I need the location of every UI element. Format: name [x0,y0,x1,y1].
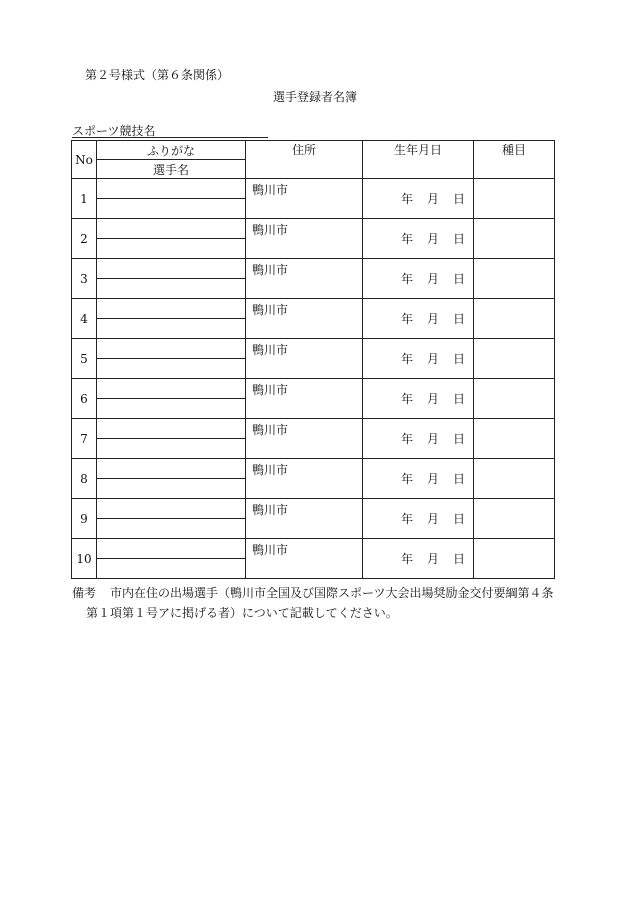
dob-day-unit: 日 [452,392,465,406]
header-dob: 生年月日 [363,141,474,179]
address-cell[interactable] [246,459,363,499]
dob-day-unit: 日 [452,512,465,526]
dob-year-unit: 年 [400,272,413,286]
address-prefix: 鴨川市 [252,183,289,197]
table-row [72,379,555,399]
event-cell[interactable] [474,219,555,259]
row-number: 3 [72,259,97,299]
dob-day-unit: 日 [452,552,465,566]
dob-month-unit: 月 [426,272,439,286]
dob-month-unit: 月 [426,392,439,406]
remarks [72,583,572,623]
event-cell[interactable] [474,419,555,459]
dob-year-unit: 年 [400,392,413,406]
dob-cell[interactable] [363,299,474,339]
dob-cell[interactable] [363,259,474,299]
address-prefix: 鴨川市 [252,503,289,517]
address-prefix: 鴨川市 [252,463,289,477]
remarks-label: 備考 [72,586,97,600]
address-prefix: 鴨川市 [252,543,289,557]
address-cell[interactable] [246,379,363,419]
table-row [72,299,555,319]
dob-month-unit: 月 [426,432,439,446]
row-number: 5 [72,339,97,379]
dob-month-unit: 月 [426,472,439,486]
event-cell[interactable] [474,379,555,419]
event-cell[interactable] [474,459,555,499]
table-row [72,539,555,559]
header-furigana: ふりがな [97,141,246,160]
address-cell[interactable] [246,179,363,219]
dob-cell[interactable] [363,179,474,219]
dob-month-unit: 月 [426,232,439,246]
player-name-cell[interactable] [97,439,246,459]
sport-name-field[interactable] [72,137,268,138]
dob-cell[interactable] [363,419,474,459]
player-name-cell[interactable] [97,279,246,299]
dob-month-unit: 月 [426,352,439,366]
furigana-cell[interactable] [97,219,246,239]
table-row [72,179,555,199]
dob-month-unit: 月 [426,192,439,206]
row-number: 2 [72,219,97,259]
dob-day-unit: 日 [452,232,465,246]
dob-cell[interactable] [363,539,474,579]
address-prefix: 鴨川市 [252,383,289,397]
row-number: 4 [72,299,97,339]
address-cell[interactable] [246,539,363,579]
dob-month-unit: 月 [426,512,439,526]
row-number: 7 [72,419,97,459]
dob-cell[interactable] [363,459,474,499]
event-cell[interactable] [474,179,555,219]
dob-cell[interactable] [363,219,474,259]
dob-year-unit: 年 [400,232,413,246]
player-name-cell[interactable] [97,559,246,579]
dob-year-unit: 年 [400,552,413,566]
address-prefix: 鴨川市 [252,423,289,437]
dob-day-unit: 日 [452,272,465,286]
row-number: 8 [72,459,97,499]
dob-day-unit: 日 [452,352,465,366]
address-prefix: 鴨川市 [252,223,289,237]
row-number: 6 [72,379,97,419]
event-cell[interactable] [474,259,555,299]
player-name-cell[interactable] [97,519,246,539]
dob-day-unit: 日 [452,312,465,326]
address-prefix: 鴨川市 [252,343,289,357]
dob-cell[interactable] [363,499,474,539]
address-prefix: 鴨川市 [252,303,289,317]
event-cell[interactable] [474,339,555,379]
player-name-cell[interactable] [97,399,246,419]
dob-year-unit: 年 [400,192,413,206]
dob-year-unit: 年 [400,312,413,326]
furigana-cell[interactable] [97,259,246,279]
dob-month-unit: 月 [426,552,439,566]
row-number: 10 [72,539,97,579]
player-name-cell[interactable] [97,239,246,259]
header-address: 住所 [246,141,363,179]
table-row [72,259,555,279]
roster-table [71,140,555,579]
header-no: No [72,141,97,179]
address-cell[interactable] [246,499,363,539]
dob-day-unit: 日 [452,432,465,446]
dob-year-unit: 年 [400,472,413,486]
header-player-name: 選手名 [97,160,246,179]
furigana-cell[interactable] [97,339,246,359]
sport-name-label: スポーツ競技名 [72,124,156,138]
dob-year-unit: 年 [400,512,413,526]
table-row [72,459,555,479]
table-row [72,219,555,239]
furigana-cell[interactable] [97,499,246,519]
furigana-cell[interactable] [97,539,246,559]
furigana-cell[interactable] [97,459,246,479]
address-cell[interactable] [246,259,363,299]
document-title: 選手登録者名簿 [272,90,357,104]
player-name-cell[interactable] [97,359,246,379]
dob-day-unit: 日 [452,192,465,206]
event-cell[interactable] [474,299,555,339]
header-event: 種目 [474,141,555,179]
dob-year-unit: 年 [400,432,413,446]
dob-cell[interactable] [363,379,474,419]
furigana-cell[interactable] [97,379,246,399]
address-cell[interactable] [246,299,363,339]
address-cell[interactable] [246,419,363,459]
form-number: 第２号様式（第６条関係） [85,68,230,82]
furigana-cell[interactable] [97,179,246,199]
remarks-line-2: 第１項第１号アに掲げる者）について記載してください。 [86,606,398,620]
dob-cell[interactable] [363,339,474,379]
remarks-line-1: 市内在住の出場選手（鴨川市全国及び国際スポーツ大会出場奨励金交付要綱第４条 [110,586,554,600]
player-name-cell[interactable] [97,319,246,339]
address-prefix: 鴨川市 [252,263,289,277]
dob-day-unit: 日 [452,472,465,486]
dob-month-unit: 月 [426,312,439,326]
table-row [72,419,555,439]
furigana-cell[interactable] [97,299,246,319]
event-cell[interactable] [474,499,555,539]
dob-year-unit: 年 [400,352,413,366]
address-cell[interactable] [246,339,363,379]
row-number: 9 [72,499,97,539]
player-name-cell[interactable] [97,479,246,499]
row-number: 1 [72,179,97,219]
table-row [72,499,555,519]
event-cell[interactable] [474,539,555,579]
furigana-cell[interactable] [97,419,246,439]
player-name-cell[interactable] [97,199,246,219]
address-cell[interactable] [246,219,363,259]
table-row [72,339,555,359]
